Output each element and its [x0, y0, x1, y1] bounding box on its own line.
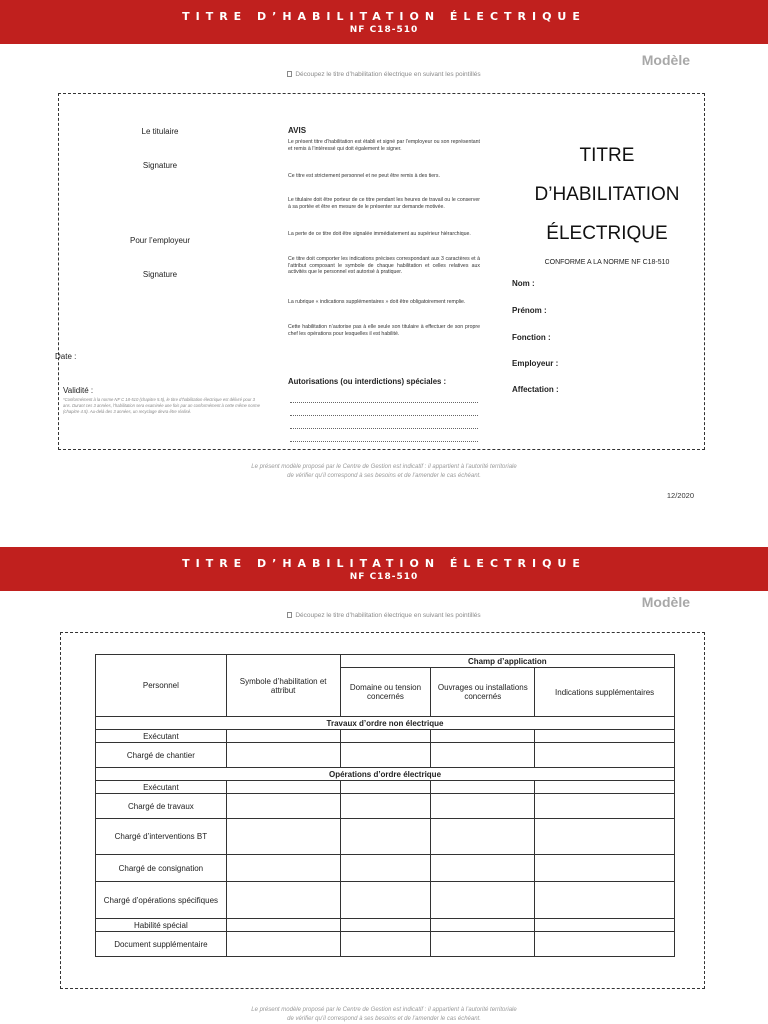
table-row: [96, 743, 675, 768]
header-ouvrages: Ouvrages ou installations concernés: [431, 668, 535, 717]
card-title-line1: TITRE: [579, 145, 635, 166]
validite-label: Validité :: [63, 386, 94, 395]
cut-hint-text: Découpez le titre d’habilitation électrique en suivant les pointillés: [295, 71, 481, 78]
cell[interactable]: [226, 794, 340, 819]
autorisations-line[interactable]: [290, 402, 478, 403]
cell[interactable]: [226, 781, 340, 794]
disclaimer-line: de vérifier qu’il correspond à ses besoins et de l’amender le cas échéant.: [287, 1016, 481, 1022]
cell[interactable]: [226, 743, 340, 768]
employeur-signature-label: Signature: [142, 270, 178, 279]
cell[interactable]: [226, 882, 340, 919]
row-label: Exécutant: [96, 730, 227, 743]
disclaimer-line: de vérifier qu’il correspond à ses besoins et de l’amender le cas échéant.: [287, 473, 481, 479]
cell[interactable]: [535, 794, 675, 819]
avis-title: AVIS: [288, 126, 307, 135]
cell[interactable]: [431, 919, 535, 932]
cell[interactable]: [226, 730, 340, 743]
cell[interactable]: [226, 919, 340, 932]
modele-label: Modèle: [641, 52, 690, 68]
cell[interactable]: [340, 730, 431, 743]
header-domaine: Domaine ou tension concernés: [340, 668, 431, 717]
titulaire-label: Le titulaire: [141, 127, 179, 136]
table-row: [96, 794, 675, 819]
cell[interactable]: [535, 781, 675, 794]
affectation-field[interactable]: Affectation :: [512, 385, 559, 394]
prenom-field[interactable]: Prénom :: [512, 306, 547, 315]
card-title-line2: D’HABILITATION: [534, 184, 680, 205]
avis-paragraph: La rubrique « indications supplémentaires » doit être obligatoirement remplie.: [288, 299, 466, 305]
banner-title: TITRE D’HABILITATION ÉLECTRIQUE: [182, 557, 586, 570]
cell[interactable]: [340, 919, 431, 932]
avis-paragraph: Le titulaire doit être porteur de ce titre pendant les heures de travail ou le conserver à sa portée et être en mesure de le présenter sur demande motivée.: [288, 197, 480, 210]
cell[interactable]: [431, 882, 535, 919]
row-label: Chargé d’opérations spécifiques: [96, 882, 227, 919]
cell[interactable]: [340, 855, 431, 882]
cell[interactable]: [535, 730, 675, 743]
cell[interactable]: [340, 794, 431, 819]
scissors-icon: [287, 612, 292, 618]
banner-norm: NF C18-510: [349, 572, 419, 582]
cell[interactable]: [535, 919, 675, 932]
table-row: [96, 919, 675, 932]
table-row: [96, 781, 675, 794]
disclaimer: [0, 463, 768, 481]
table-row: [96, 932, 675, 957]
disclaimer-line: Le présent modèle proposé par le Centre de Gestion est indicatif : il appartient à l’autorité territoriale: [251, 464, 517, 470]
employeur-field[interactable]: Employeur :: [512, 359, 559, 368]
conforme-norme: CONFORME A LA NORME NF C18-510: [544, 259, 670, 266]
autorisations-title: Autorisations (ou interdictions) spéciales :: [288, 377, 447, 386]
cell[interactable]: [340, 781, 431, 794]
row-label: Chargé de consignation: [96, 855, 227, 882]
row-label: Chargé de chantier: [96, 743, 227, 768]
cell[interactable]: [431, 781, 535, 794]
row-label: Document supplémentaire: [96, 932, 227, 957]
row-label: Chargé de travaux: [96, 794, 227, 819]
cell[interactable]: [431, 794, 535, 819]
cell[interactable]: [431, 819, 535, 855]
cell[interactable]: [226, 932, 340, 957]
modele-label: Modèle: [641, 594, 690, 610]
row-label: Exécutant: [96, 781, 227, 794]
titulaire-signature-label: Signature: [142, 161, 178, 170]
header-symbole: Symbole d’habilitation et attribut: [226, 655, 340, 717]
cell[interactable]: [535, 882, 675, 919]
scissors-icon: [287, 71, 292, 77]
autorisations-line[interactable]: [290, 441, 478, 442]
cell[interactable]: [431, 730, 535, 743]
fonction-field[interactable]: Fonction :: [512, 333, 551, 342]
autorisations-line[interactable]: [290, 415, 478, 416]
header-champ: Champ d’application: [340, 655, 674, 668]
banner-norm: NF C18-510: [349, 25, 419, 35]
cell[interactable]: [340, 882, 431, 919]
cut-hint: [0, 71, 768, 78]
disclaimer: [0, 1006, 768, 1024]
cell[interactable]: [431, 743, 535, 768]
avis-paragraph: Ce titre est strictement personnel et ne peut être remis à des tiers.: [288, 173, 440, 179]
table-row: [96, 819, 675, 855]
cell[interactable]: [535, 819, 675, 855]
row-label: Chargé d’interventions BT: [96, 819, 227, 855]
nom-field[interactable]: Nom :: [512, 279, 535, 288]
card-title-line3: ÉLECTRIQUE: [546, 223, 668, 244]
cut-hint-text: Découpez le titre d’habilitation électrique en suivant les pointillés: [295, 612, 481, 619]
table-row: [96, 855, 675, 882]
validite-note: *Conformément à la norme NF C 18-510 (chapitre 5.5), le titre d’habilitation électrique est délivré pour 3 ans. Durant ces 3 années, l’habilitation sera examinée une fois par an conformément à cette même norme (chapitre 4.5). Au-delà des 3 années, un recyclage devra être réalisé.: [63, 397, 260, 414]
avis-paragraph: Le présent titre d’habilitation est établi et signé par l’employeur ou son représentant et remis à l’intéressé qui doit également le signer.: [288, 139, 480, 152]
cell[interactable]: [535, 932, 675, 957]
header-indications: Indications supplémentaires: [535, 668, 675, 717]
section-electrique: Opérations d’ordre électrique: [96, 768, 675, 781]
employeur-label: Pour l’employeur: [129, 236, 191, 245]
cell[interactable]: [431, 855, 535, 882]
row-label: Habilité spécial: [96, 919, 227, 932]
document-date: 12/2020: [666, 491, 694, 500]
avis-paragraph: Ce titre doit comporter les indications précises correspondant aux 3 caractères et à l’attribut composant le symbole de chaque habilitation et celles relatives aux activités que le personnel est autorisé à pratiquer.: [288, 256, 480, 276]
cell[interactable]: [226, 819, 340, 855]
habilitation-table: [95, 654, 675, 957]
cell[interactable]: [431, 932, 535, 957]
autorisations-line[interactable]: [290, 428, 478, 429]
header-banner: [0, 0, 768, 44]
cell[interactable]: [340, 819, 431, 855]
section-non-electrique: Travaux d’ordre non électrique: [96, 717, 675, 730]
table-row: [96, 882, 675, 919]
disclaimer-line: Le présent modèle proposé par le Centre de Gestion est indicatif : il appartient à l’autorité territoriale: [251, 1007, 517, 1013]
cell[interactable]: [226, 855, 340, 882]
table-row: [96, 730, 675, 743]
cut-hint: [0, 612, 768, 619]
header-personnel: Personnel: [96, 655, 227, 717]
cell[interactable]: [340, 932, 431, 957]
header-banner: [0, 547, 768, 591]
date-label: Date :: [55, 352, 77, 361]
cell[interactable]: [535, 743, 675, 768]
cell[interactable]: [535, 855, 675, 882]
avis-paragraph: Cette habilitation n’autorise pas à elle seule son titulaire à effectuer de son propre chef les opérations pour lesquelles il est habilité.: [288, 324, 480, 337]
avis-paragraph: La perte de ce titre doit être signalée immédiatement au supérieur hiérarchique.: [288, 231, 471, 237]
banner-title: TITRE D’HABILITATION ÉLECTRIQUE: [182, 10, 586, 23]
cell[interactable]: [340, 743, 431, 768]
